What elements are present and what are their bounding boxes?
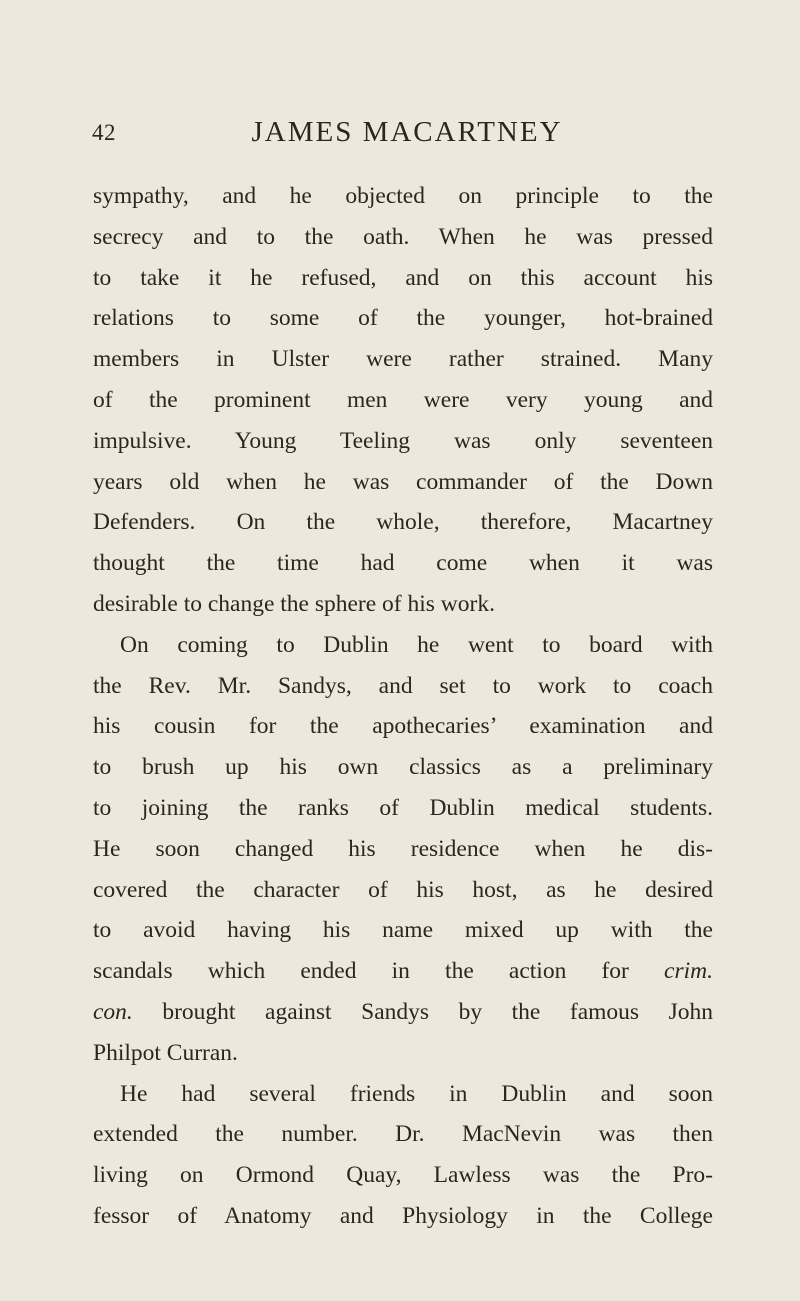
text-line: fessor of Anatomy and Physiology in the College (93, 1202, 713, 1229)
text-line: extended the number. Dr. MacNevin was then (93, 1121, 713, 1148)
text-line: of the prominent men were very young and (93, 386, 713, 413)
text-line: to take it he refused, and on this account his (93, 264, 713, 291)
text-line: members in Ulster were rather strained. Many (93, 346, 713, 373)
text-line: years old when he was commander of the Down (93, 468, 713, 495)
paragraph-start-line: He had several friends in Dublin and soon (120, 1080, 713, 1107)
text-line: sympathy, and he objected on principle to the (93, 183, 713, 209)
text-segment: brought against Sandys by the famous John (132, 998, 713, 1025)
body-text (93, 176, 713, 1237)
running-title: JAMES MACARTNEY (251, 116, 563, 148)
text-line: relations to some of the younger, hot-brained (93, 305, 713, 332)
text-line: the Rev. Mr. Sandys, and set to work to coach (93, 672, 713, 699)
paragraph-end-line: Philpot Curran. (93, 1039, 238, 1066)
paragraph-end-line: desirable to change the sphere of his work. (93, 590, 495, 617)
running-head (92, 116, 722, 156)
text-line (93, 992, 713, 1033)
text-line: impulsive. Young Teeling was only seventeen (93, 427, 713, 454)
text-line: to avoid having his name mixed up with the (93, 917, 713, 944)
text-line (93, 951, 713, 992)
text-segment: scandals which ended in the action for (93, 958, 665, 985)
text-line: living on Ormond Quay, Lawless was the Pro- (93, 1162, 713, 1189)
page-number: 42 (92, 120, 116, 145)
text-line: to joining the ranks of Dublin medical students. (93, 794, 713, 821)
text-line: thought the time had come when it was (93, 550, 713, 577)
text-line: secrecy and to the oath. When he was pressed (93, 223, 713, 250)
text-line: He soon changed his residence when he dis- (93, 835, 713, 862)
text-line: his cousin for the apothecaries’ examination and (93, 713, 713, 740)
text-line: covered the character of his host, as he desired (93, 876, 713, 903)
italic-term: con. (93, 998, 133, 1025)
text-line: Defenders. On the whole, therefore, Macartney (93, 509, 713, 536)
text-line: to brush up his own classics as a preliminary (93, 754, 713, 781)
italic-term: crim. (664, 958, 713, 985)
paragraph-start-line: On coming to Dublin he went to board with (120, 631, 713, 658)
